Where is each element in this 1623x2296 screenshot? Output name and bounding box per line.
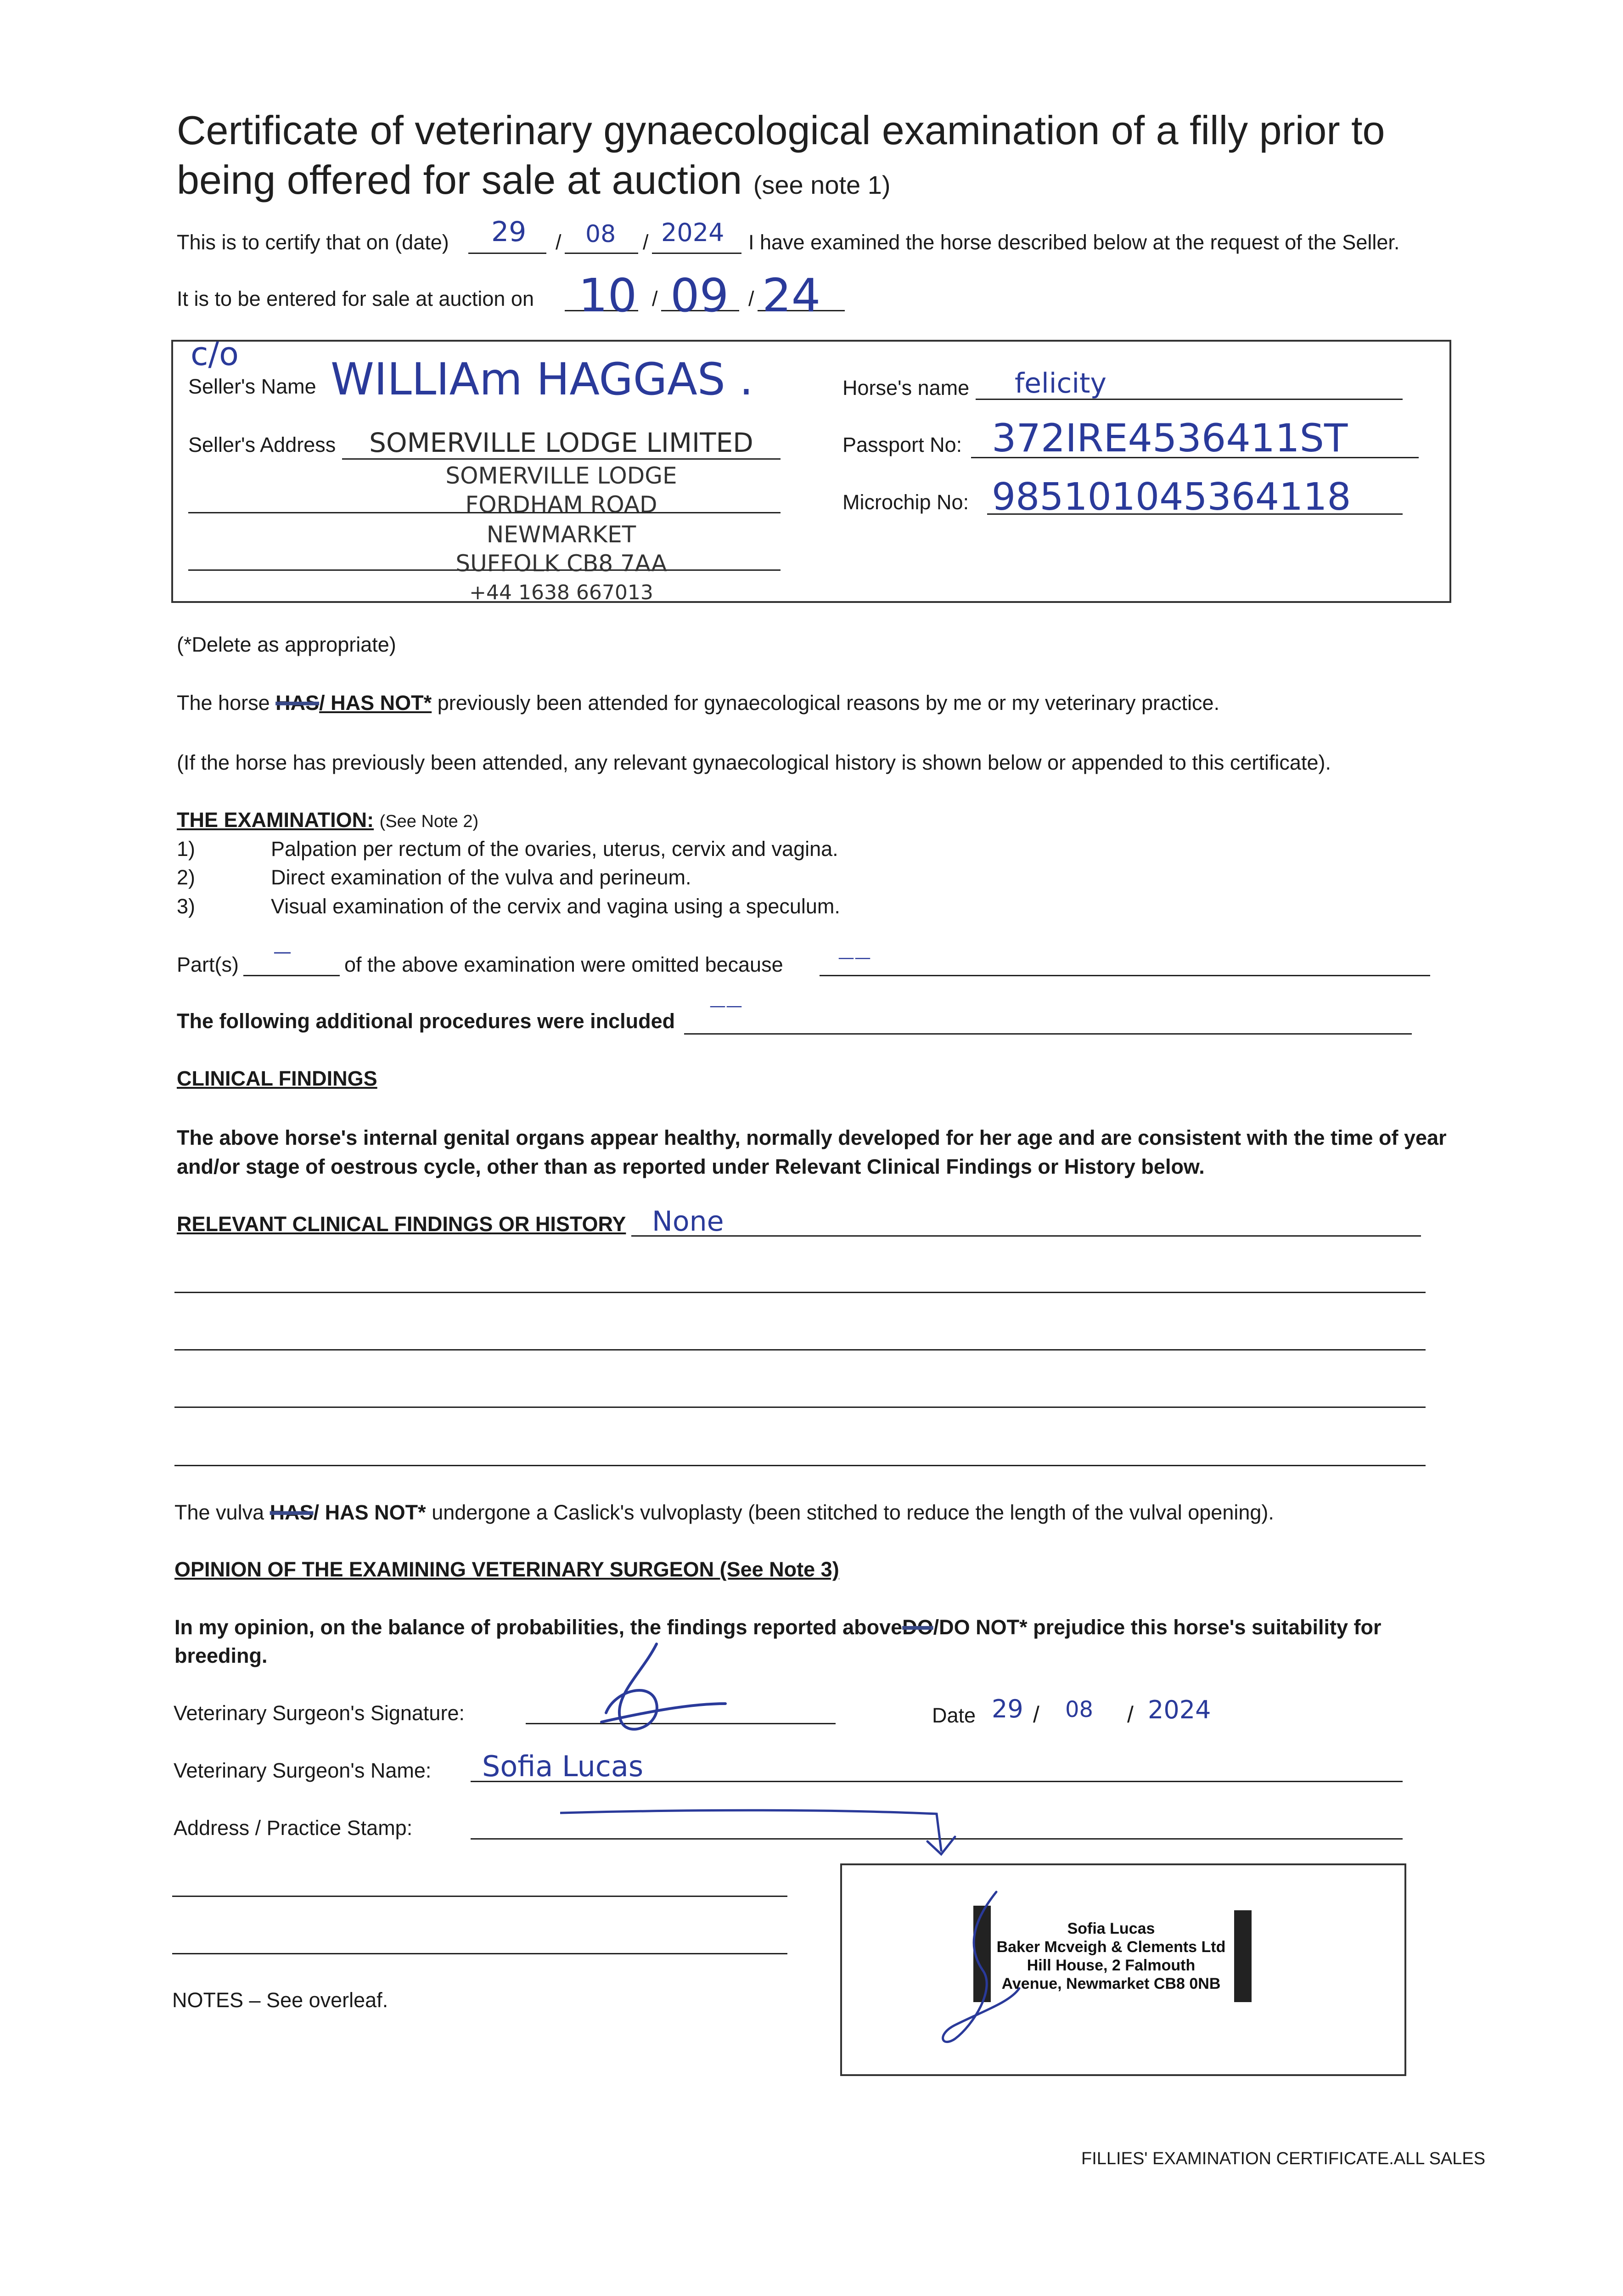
omitted-middle: of the above examination were omitted because	[344, 953, 783, 976]
vet-name-value[interactable]: Sofia Lucas	[482, 1750, 644, 1783]
opinion-line2: breeding.	[174, 1644, 268, 1667]
seller-address-line4[interactable]: NEWMARKET	[486, 521, 636, 548]
date-month[interactable]: 08	[1065, 1697, 1094, 1722]
horse-name-value[interactable]: felicity	[1015, 367, 1107, 400]
examination-item: 3)	[177, 895, 196, 918]
title-line2: being offered for sale at auction (see note 1)	[177, 157, 891, 203]
certify-prefix: This is to certify that on (date)	[177, 231, 449, 254]
opinion-do-struck: DO	[902, 1615, 933, 1639]
examination-item-text: Palpation per rectum of the ovaries, uterus, cervix and vagina.	[271, 837, 838, 861]
seller-address-line3[interactable]: FORDHAM ROAD	[465, 491, 657, 518]
page-title	[177, 106, 1385, 210]
date-year[interactable]: 2024	[1148, 1695, 1211, 1724]
microchip-value[interactable]: 985101045364118	[992, 475, 1351, 519]
stamp-bar-right	[1234, 1910, 1252, 2002]
relevant-line[interactable]	[174, 1292, 1426, 1293]
attended-choice: / HAS NOT*	[319, 691, 432, 715]
clinical-statement-2: and/or stage of oestrous cycle, other than as reported under Relevant Clinical Findings or History below.	[177, 1155, 1205, 1178]
examination-item: 2)	[177, 866, 196, 889]
title-note: (see note 1)	[753, 170, 891, 199]
opinion-line1: In my opinion, on the balance of probabilities, the findings reported aboveDO/DO NOT* prejudice this horse's suitability for	[174, 1615, 1382, 1639]
omitted-reason-value[interactable]: ——	[838, 948, 871, 967]
seller-address-line2[interactable]: SOMERVILLE LODGE	[445, 462, 677, 489]
horse-name-label: Horse's name	[842, 376, 970, 400]
clinical-statement: The above horse's internal genital organs appear healthy, normally developed for her age and are consistent with the time of year	[177, 1126, 1447, 1149]
examination-item: 1)	[177, 837, 196, 861]
relevant-value[interactable]: None	[652, 1205, 724, 1238]
relevant-line[interactable]	[174, 1349, 1426, 1351]
seller-name-value[interactable]: WILLIAm HAGGAS .	[331, 354, 753, 405]
title-line1: Certificate of veterinary gynaecological examination of a filly prior to	[177, 107, 1385, 153]
delete-note: (*Delete as appropriate)	[177, 633, 396, 656]
clinical-heading: CLINICAL FINDINGS	[177, 1067, 377, 1090]
examination-item-text: Visual examination of the cervix and vagina using a speculum.	[271, 895, 840, 918]
seller-address-line6[interactable]: +44 1638 667013	[469, 581, 653, 604]
signature-label: Veterinary Surgeon's Signature:	[174, 1701, 465, 1725]
vulva-choice: / HAS NOT*	[313, 1501, 426, 1524]
relevant-line[interactable]	[174, 1465, 1426, 1466]
certify-day[interactable]: 29	[491, 216, 527, 248]
history-note: (If the horse has previously been attended, any relevant gynaecological history is shown below or appended to this certificate).	[177, 751, 1331, 774]
address-stamp-label: Address / Practice Stamp:	[174, 1816, 413, 1840]
seller-name-label: Seller's Name	[188, 375, 316, 398]
footer: FILLIES' EXAMINATION CERTIFICATE.ALL SALES	[1081, 2149, 1486, 2168]
seller-co: c/o	[191, 335, 239, 373]
notes: NOTES – See overleaf.	[172, 1988, 388, 2012]
vulva-has-struck: HAS	[270, 1501, 314, 1524]
auction-day[interactable]: 10	[578, 269, 637, 322]
seller-address-line5[interactable]: SUFFOLK CB8 7AA	[455, 550, 667, 577]
auction-prefix: It is to be entered for sale at auction on	[177, 287, 534, 310]
attended-line: The horse HAS/ HAS NOT* previously been attended for gynaecological reasons by me or my veterinary practice.	[177, 691, 1220, 715]
passport-value[interactable]: 372IRE4536411ST	[992, 416, 1348, 461]
date-label: Date	[932, 1704, 976, 1727]
seller-address-label: Seller's Address	[188, 433, 336, 456]
examination-item-text: Direct examination of the vulva and perineum.	[271, 866, 691, 889]
passport-label: Passport No:	[842, 433, 962, 456]
certify-suffix: I have examined the horse described below at the request of the Seller.	[748, 231, 1400, 254]
attended-has-struck: HAS	[275, 691, 320, 715]
additional-value[interactable]: ——	[709, 996, 742, 1015]
vet-signature[interactable]	[588, 1635, 744, 1745]
omitted-prefix: Part(s)	[177, 953, 239, 976]
date-day[interactable]: 29	[992, 1694, 1023, 1723]
microchip-label: Microchip No:	[842, 490, 969, 514]
vet-name-label: Veterinary Surgeon's Name:	[174, 1759, 432, 1782]
auction-month[interactable]: 09	[670, 269, 729, 322]
omitted-parts-value[interactable]: —	[273, 941, 292, 962]
arrow-icon	[560, 1805, 973, 1860]
relevant-label: RELEVANT CLINICAL FINDINGS OR HISTORY	[177, 1212, 626, 1236]
practice-stamp: Sofia Lucas Baker Mcveigh & Clements Ltd Hill House, 2 Falmouth Avenue, Newmarket CB8 0NB	[996, 1920, 1226, 1992]
vulva-line: The vulva HAS/ HAS NOT* undergone a Caslick's vulvoplasty (been stitched to reduce the length of the vulval opening).	[174, 1501, 1274, 1524]
additional-label: The following additional procedures were included	[177, 1009, 675, 1033]
relevant-line[interactable]	[174, 1407, 1426, 1408]
certify-month[interactable]: 08	[585, 220, 616, 248]
seller-address-line1[interactable]: SOMERVILLE LODGE LIMITED	[369, 427, 753, 458]
opinion-choice: /DO NOT*	[933, 1615, 1028, 1639]
examination-heading: THE EXAMINATION: (See Note 2)	[177, 808, 479, 832]
certify-year[interactable]: 2024	[661, 218, 724, 247]
opinion-heading: OPINION OF THE EXAMINING VETERINARY SURGEON (See Note 3)	[174, 1558, 839, 1581]
auction-year[interactable]: 24	[762, 269, 821, 322]
